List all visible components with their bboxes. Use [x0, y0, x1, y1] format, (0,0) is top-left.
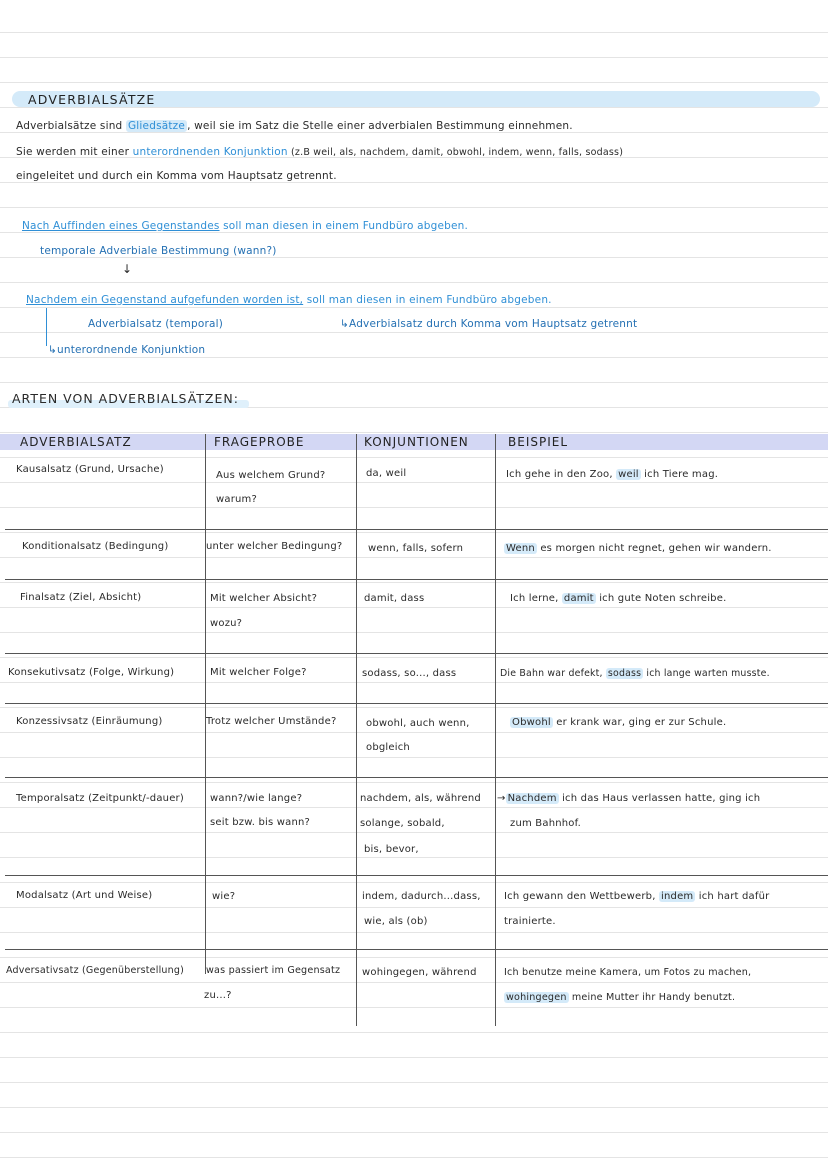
row-modal-q1: wie?	[212, 891, 236, 902]
row-modal-k1: indem, dadurch...dass,	[362, 891, 481, 902]
row-adversativ-beispiel: Ich benutze meine Kamera, um Fotos zu machen,	[504, 967, 752, 978]
row-kausal-beispiel: Ich gehe in den Zoo, weil ich Tiere mag.	[506, 469, 719, 480]
row-final-k1: damit, dass	[364, 593, 425, 604]
table-hline	[5, 703, 828, 704]
row-adversativ-type: Adversativsatz (Gegenüberstellung)	[6, 965, 184, 976]
row-temporal-k1: nachdem, als, während	[360, 793, 481, 804]
table-header-adverbialsatz: ADVERBIALSATZ	[20, 435, 132, 449]
row-final-type: Finalsatz (Ziel, Absicht)	[20, 592, 142, 603]
row-final-q2: wozu?	[210, 618, 243, 629]
row-temporal-k3: bis, bevor,	[364, 844, 419, 855]
table-header-konjunktionen: KONJUNTIONEN	[364, 435, 469, 449]
table-hline	[5, 529, 828, 530]
table-hline	[5, 949, 828, 950]
row-konditional-beispiel: Wenn es morgen nicht regnet, gehen wir wandern.	[506, 543, 772, 554]
row-konzessiv-beispiel: Obwohl er krank war, ging er zur Schule.	[512, 717, 727, 728]
row-final-q1: Mit welcher Absicht?	[210, 593, 318, 604]
row-modal-beispiel-2: trainierte.	[504, 916, 556, 927]
row-temporal-type: Temporalsatz (Zeitpunkt/-dauer)	[16, 793, 184, 804]
example-sentence-1: Nach Auffinden eines Gegenstandes soll man diesen in einem Fundbüro abgeben.	[22, 220, 469, 232]
row-temporal-k2: solange, sobald,	[360, 818, 445, 829]
row-konsekutiv-type: Konsekutivsatz (Folge, Wirkung)	[8, 667, 175, 678]
row-konditional-type: Konditionalsatz (Bedingung)	[22, 541, 169, 552]
intro-line-3: eingeleitet und durch ein Komma vom Hauptsatz getrennt.	[16, 170, 337, 182]
page-title: ADVERBIALSÄTZE	[28, 92, 156, 107]
page-title-bar	[12, 91, 820, 107]
row-konsekutiv-k1: sodass, so..., dass	[362, 668, 457, 679]
row-kausal-q1: Aus welchem Grund?	[216, 470, 326, 481]
intro-line-2: Sie werden mit einer unterordnenden Konjunktion (z.B weil, als, nachdem, damit, obwohl, indem, wenn, falls, sodass)	[16, 146, 624, 158]
row-adversativ-k1: wohingegen, während	[362, 967, 477, 978]
row-konsekutiv-q1: Mit welcher Folge?	[210, 667, 307, 678]
row-temporal-beispiel-2: zum Bahnhof.	[510, 818, 581, 829]
example-note-adverbialsatz: Adverbialsatz (temporal)	[88, 318, 224, 330]
row-konzessiv-type: Konzessivsatz (Einräumung)	[16, 716, 163, 727]
row-final-beispiel: Ich lerne, damit ich gute Noten schreibe.	[510, 593, 727, 604]
table-vline-1	[205, 434, 206, 974]
row-temporal-q2: seit bzw. bis wann?	[210, 817, 311, 828]
example-note-temporal: temporale Adverbiale Bestimmung (wann?)	[40, 245, 277, 257]
row-modal-beispiel: Ich gewann den Wettbewerb, indem ich hart dafür	[504, 891, 770, 902]
row-temporal-q1: wann?/wie lange?	[210, 793, 303, 804]
row-temporal-beispiel: → Nachdem ich das Haus verlassen hatte, ging ich	[497, 793, 761, 804]
table-header-frageprobe: FRAGEPROBE	[214, 435, 305, 449]
row-konzessiv-q1: Trotz welcher Umstände?	[206, 716, 337, 727]
table-header-beispiel: BEISPIEL	[508, 435, 569, 449]
section-title: ARTEN VON ADVERBIALSÄTZEN:	[12, 391, 239, 406]
row-konzessiv-k2: obgleich	[366, 742, 410, 753]
row-modal-k2: wie, als (ob)	[364, 916, 428, 927]
row-konsekutiv-beispiel: Die Bahn war defekt, sodass ich lange warten musste.	[500, 668, 770, 679]
table-hline	[5, 653, 828, 654]
table-vline-3	[495, 434, 496, 1026]
row-adversativ-beispiel-2: wohingegen meine Mutter ihr Handy benutzt.	[506, 992, 736, 1003]
row-kausal-q2: warum?	[216, 494, 258, 505]
table-hline	[5, 579, 828, 580]
table-hline	[5, 777, 828, 778]
table-vline-2	[356, 434, 357, 1026]
row-konzessiv-k1: obwohl, auch wenn,	[366, 718, 470, 729]
row-kausal-k1: da, weil	[366, 468, 407, 479]
example-note-konjunktion: ↳unterordnende Konjunktion	[48, 344, 206, 356]
example-note-komma: ↳Adverbialsatz durch Komma vom Hauptsatz getrennt	[340, 318, 638, 330]
row-adversativ-q1: was passiert im Gegensatz	[206, 965, 341, 976]
down-arrow-icon: ↓	[122, 262, 133, 276]
row-modal-type: Modalsatz (Art und Weise)	[16, 890, 153, 901]
example-sentence-2: Nachdem ein Gegenstand aufgefunden worden ist, soll man diesen in einem Fundbüro abgeben.	[26, 294, 552, 306]
bracket-line	[46, 308, 47, 346]
intro-line-1: Adverbialsätze sind Gliedsätze , weil sie im Satz die Stelle einer adverbialen Bestimmung einnehmen.	[16, 120, 573, 132]
row-kausal-type: Kausalsatz (Grund, Ursache)	[16, 464, 164, 475]
row-konditional-k1: wenn, falls, sofern	[368, 543, 464, 554]
table-hline	[5, 875, 828, 876]
row-konditional-q1: unter welcher Bedingung?	[206, 541, 343, 552]
row-adversativ-q2: zu...?	[204, 990, 232, 1001]
